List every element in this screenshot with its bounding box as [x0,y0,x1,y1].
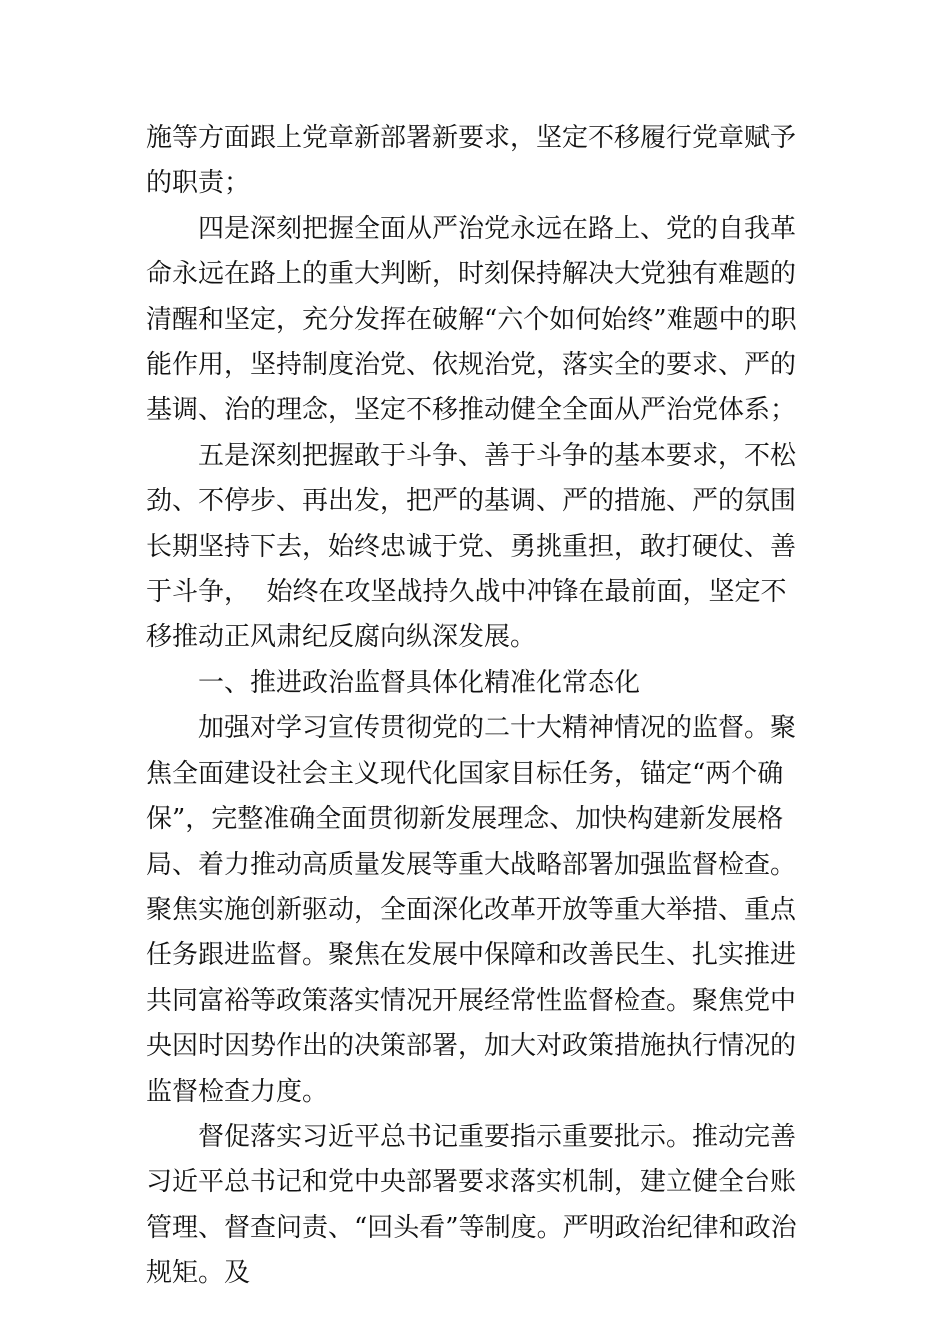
paragraph-continuation: 施等方面跟上党章新部署新要求，坚定不移履行党章赋予的职责； [146,123,797,199]
section-heading: 一、推进政治监督具体化精准化常态化 [198,667,641,698]
paragraph-point-four: 四是深刻把握全面从严治党永远在路上、党的自我革命永远在路上的重大判断，时刻保持解决大党独有难题的清醒和坚定，充分发挥在破解“六个如何始终”难题中的职能作用，坚持制度治党、依规治党，落实全的要求、严的基调、治的理念，坚定不移推动健全全面从严治党体系； [146,213,797,426]
paragraph-point-five: 五是深刻把握敢于斗争、善于斗争的基本要求，不松劲、不停步、再出发，把严的基调、严的措施、严的氛围长期坚持下去，始终忠诚于党、勇挑重担，敢打硬仗、善于斗争， 始终在攻坚战持久战中冲锋在最前面，坚定不移推动正风肃纪反腐向纵深发展。 [146,440,797,653]
document-body [146,116,810,1297]
paragraph-instructions: 督促落实习近平总书记重要指示重要批示。推动完善习近平总书记和党中央部署要求落实机制，建立健全台账管理、督查问责、“回头看”等制度。严明政治纪律和政治规矩。及 [146,1121,797,1289]
paragraph-supervision: 加强对学习宣传贯彻党的二十大精神情况的监督。聚焦全面建设社会主义现代化国家目标任务，锚定“两个确保”，完整准确全面贯彻新发展理念、加快构建新发展格局、着力推动高质量发展等重大战略部署加强监督检查。聚焦实施创新驱动，全面深化改革开放等重大举措、重点任务跟进监督。聚焦在发展中保障和改善民生、扎实推进共同富裕等政策落实情况开展经常性监督检查。聚焦党中央因时因势作出的决策部署，加大对政策措施执行情况的监督检查力度。 [146,713,797,1107]
